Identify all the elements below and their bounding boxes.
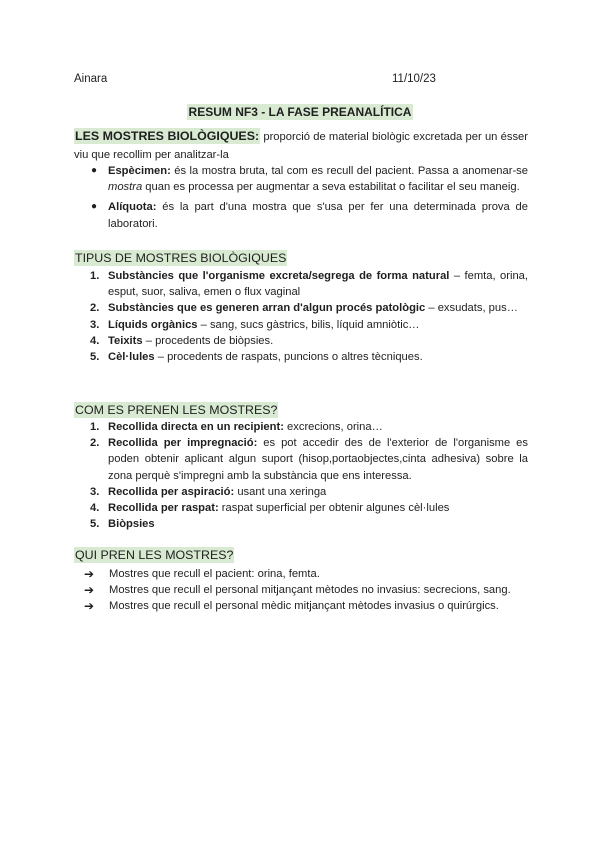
- list-item: ➔ Mostres que recull el pacient: orina, femta.: [84, 567, 320, 581]
- section-heading: COM ES PRENEN LES MOSTRES?: [75, 403, 278, 417]
- arrow-right-icon: ➔: [84, 567, 95, 581]
- list-item: 2. Substàncies que es generen arran d'algun procés patològic – exsudats, pus…: [90, 302, 518, 315]
- list-item: 4. Teixits – procedents de biòpsies.: [90, 334, 274, 347]
- collection-methods-list: [74, 419, 528, 532]
- list-item: 1. Substàncies que l'organisme excreta/segrega de forma natural – femta, orina, esput, suor, saliva, emen o flux vaginal: [90, 270, 529, 299]
- section-biological-samples: [74, 128, 528, 164]
- section-sample-collection: [74, 402, 278, 419]
- bullet-icon: ●: [91, 165, 98, 176]
- section-heading: QUI PREN LES MOSTRES?: [75, 548, 234, 562]
- section-heading: LES MOSTRES BIOLÒGIQUES:: [75, 129, 260, 143]
- list-item: 3. Recollida per aspiració: usant una xeringa: [90, 485, 327, 498]
- list-item: 5. Biòpsies: [90, 518, 155, 531]
- list-item: 3. Líquids orgànics – sang, sucs gàstrics, bilis, líquid amniòtic…: [90, 318, 420, 331]
- list-item: 2. Recollida per impregnació: es pot accedir des de l'exterior de l'organisme es poden obtenir aplicant algun suport (hisop,portaobjectes,cinta adhesiva) sobre la zona perquè s'impregni amb la substància que ens interessa.: [90, 437, 528, 482]
- arrow-right-icon: ➔: [84, 583, 95, 598]
- term-specimen: Espècimen:: [108, 165, 171, 177]
- section-who-takes-samples: [74, 547, 234, 564]
- bullet-icon: ●: [91, 201, 98, 213]
- list-item: 1. Recollida directa en un recipient: excrecions, orina…: [90, 421, 383, 433]
- list-item: ● Espècimen: és la mostra bruta, tal com es recull del pacient. Passa a anomenar-se mostra quan es processa per augmentar a seva estabilitat o facilitar el seu maneig.: [91, 165, 528, 194]
- list-item: 4. Recollida per raspat: raspat superficial per obtenir algunes cèl·lules: [90, 502, 450, 515]
- document-title-text: RESUM NF3 - LA FASE PREANALÍTICA: [188, 105, 412, 119]
- section-sample-types: [74, 250, 287, 267]
- section-definition: proporció de material biològic excretada per un ésser viu que recollim per analitzar-la: [74, 131, 528, 161]
- author-name: Ainara: [74, 73, 108, 85]
- list-item: 5. Cèl·lules – procedents de raspats, puncions o altres tècniques.: [90, 351, 423, 364]
- arrow-right-icon: ➔: [84, 599, 95, 614]
- list-item: ➔ Mostres que recull el personal mitjançant mètodes no invasius: secrecions, sang.: [84, 583, 511, 598]
- term-aliquot: Alíquota:: [108, 201, 157, 214]
- sample-terms-list: [74, 163, 528, 232]
- sample-types-list: [74, 268, 528, 365]
- document-title: [0, 104, 600, 120]
- document-date: 11/10/23: [392, 73, 436, 85]
- list-item: ● Alíquota: és la part d'una mostra que s'usa per fer una determinada prova de laboratori.: [91, 201, 528, 230]
- list-item: ➔ Mostres que recull el personal mèdic mitjançant mètodes invasius o quirúrgics.: [84, 599, 499, 614]
- who-takes-samples-list: [74, 566, 528, 615]
- section-heading: TIPUS DE MOSTRES BIOLÒGIQUES: [75, 251, 287, 265]
